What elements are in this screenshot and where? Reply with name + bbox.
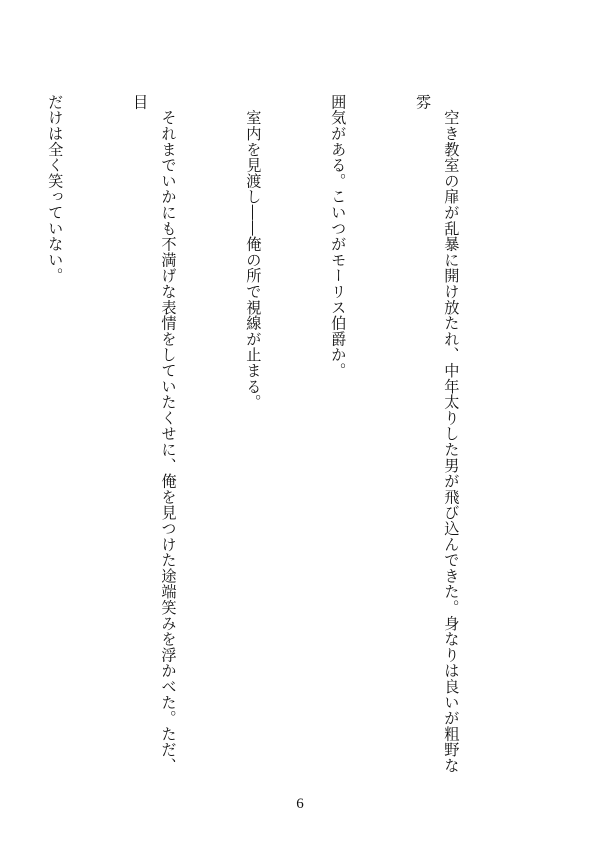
- text-line: 囲気がある。こいつがモーリス伯爵か。: [329, 94, 348, 379]
- text-line: それまでいかにも不満げな表情をしていたくせに、俺を見つけた途端笑みを浮かべた。ただ、目: [131, 94, 178, 774]
- text-line: 室内を見渡し――俺の所で視線が止まる。: [244, 94, 263, 410]
- text-line: だけは全く笑っていない。: [46, 94, 65, 284]
- page-number: 6: [296, 796, 304, 812]
- text-line: 空き教室の扉が乱暴に開け放たれ、中年太りした男が飛び込んできた。身なりは良いが粗野な雰: [414, 94, 461, 774]
- body-text: [0, 94, 522, 774]
